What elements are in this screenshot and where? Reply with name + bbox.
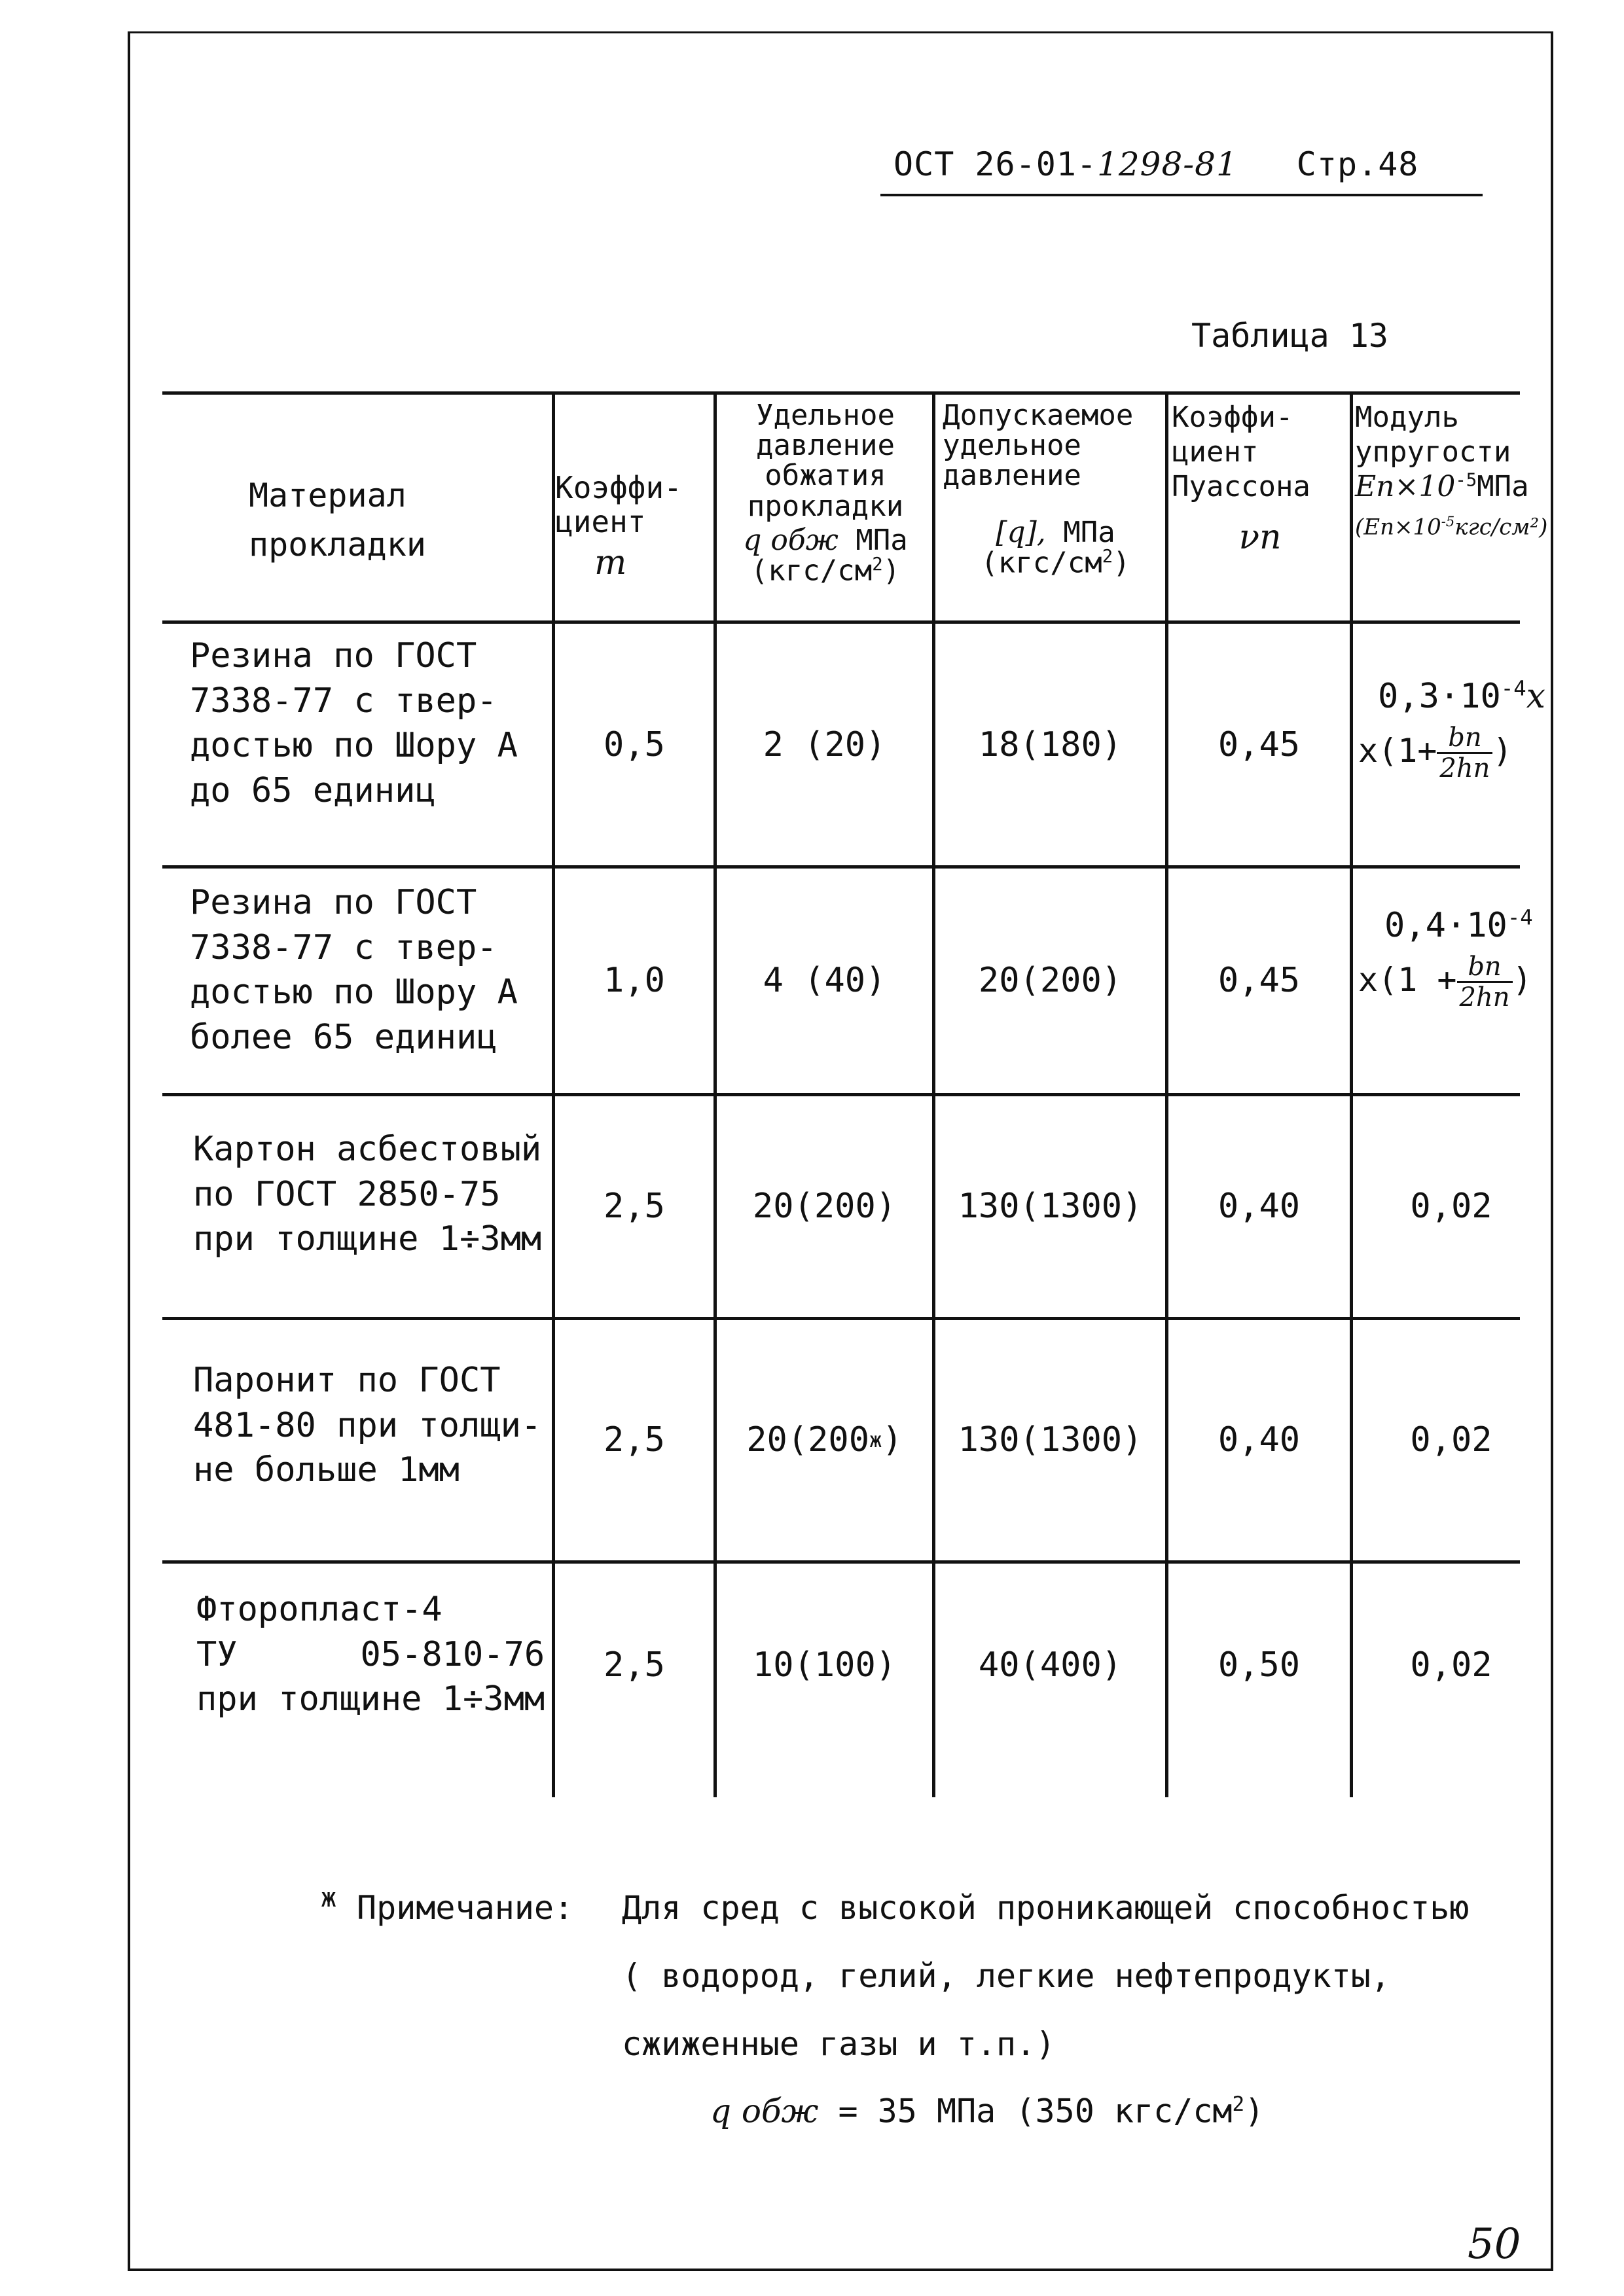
row-1-allowed: 18(180): [978, 725, 1123, 764]
row-2-m: 1,0: [604, 961, 665, 1001]
row-1-modulus: $0,3\cdot 10^{-4}x$ x(1+ $\frac{bn}{2hn}$ ): [1358, 675, 1545, 783]
header-material: Материал прокладки: [249, 476, 426, 564]
header-poisson: Коэффи- циент Пуассона νn: [1172, 401, 1310, 558]
row-2-poisson: 0,45: [1218, 961, 1301, 1001]
note-mark: ж: [321, 1883, 337, 1913]
row-5-poisson: 0,50: [1218, 1645, 1301, 1685]
row-1-pressure: 2 (20): [763, 725, 886, 764]
row-4-pressure: 20(200 ж ): [746, 1420, 903, 1460]
header-allowed: Допускаемое удельное давление [q], МПа $(кгс/см^2)$: [943, 399, 1134, 580]
row-4-allowed: 130(1300): [958, 1420, 1143, 1460]
standard-number: 1298-81: [1097, 145, 1238, 183]
page-label: Стр.48: [1296, 145, 1419, 183]
header-underline: [880, 194, 1483, 196]
row-1-poisson: 0,45: [1218, 725, 1301, 764]
header-pressure: Удельное давление обжатия прокладки q обж МПа $(кгс/см^2)$: [743, 399, 908, 588]
row-2-allowed: 20(200): [978, 961, 1123, 1001]
table-top-rule: [162, 391, 1520, 395]
row-3-allowed: 130(1300): [958, 1187, 1143, 1227]
row-3-m: 2,5: [604, 1187, 665, 1227]
row-5-pressure: 10(100): [752, 1645, 897, 1685]
row-5-modulus: 0,02: [1410, 1645, 1492, 1685]
header-modulus: Модуль упругости $En\times 10^{-5}МПа$ $(En\times 10^{-5}кгс/см^2)$: [1355, 401, 1548, 541]
note-line-2: ( водород, гелий, легкие нефтепродукты,: [622, 1957, 1390, 1995]
note-line-3: сжиженные газы и т.п.): [622, 2025, 1056, 2063]
row-5-allowed: 40(400): [978, 1645, 1123, 1685]
row-4-m: 2,5: [604, 1420, 665, 1460]
row-4-modulus: 0,02: [1410, 1420, 1492, 1460]
row-2-pressure: 4 (40): [763, 961, 886, 1001]
table-title: Таблица 13: [1191, 317, 1389, 355]
footer-page-number: 50: [1468, 2220, 1521, 2269]
table-row: Фторопласт-4 ТУ 05-810-76 при толщине 1÷3мм: [196, 1590, 545, 1719]
row-4-poisson: 0,40: [1218, 1420, 1301, 1460]
note-formula: q обж = 35 МПа (350 кгс/$см^2$): [710, 2092, 1265, 2130]
header-coef-m: Коэффи- циент m: [555, 470, 682, 583]
table-row: Паронит по ГОСТ 481-80 при толщи- не больше 1мм: [193, 1361, 542, 1490]
table-row: Резина по ГОСТ 7338-77 с твер- достью по Шору А до 65 единиц: [190, 636, 518, 810]
row-3-pressure: 20(200): [752, 1187, 897, 1227]
document-header: [893, 145, 1418, 183]
standard-prefix: ОСТ 26-01-: [893, 145, 1098, 183]
table-row: Картон асбестовый по ГОСТ 2850-75 при толщине 1÷3мм: [193, 1130, 542, 1259]
note-line-1: Для сред с высокой проникающей способностью: [622, 1889, 1470, 1927]
row-5-m: 2,5: [604, 1645, 665, 1685]
note-label: Примечание:: [357, 1889, 574, 1927]
row-1-m: 0,5: [604, 725, 665, 764]
table-row: Резина по ГОСТ 7338-77 с твер- достью по Шору А более 65 единиц: [190, 883, 518, 1057]
row-2-modulus: $0,4\cdot 10^{-4}$ x(1 + $\frac{bn}{2hn}$ ): [1358, 905, 1533, 1013]
row-3-poisson: 0,40: [1218, 1187, 1301, 1227]
row-3-modulus: 0,02: [1410, 1187, 1492, 1227]
